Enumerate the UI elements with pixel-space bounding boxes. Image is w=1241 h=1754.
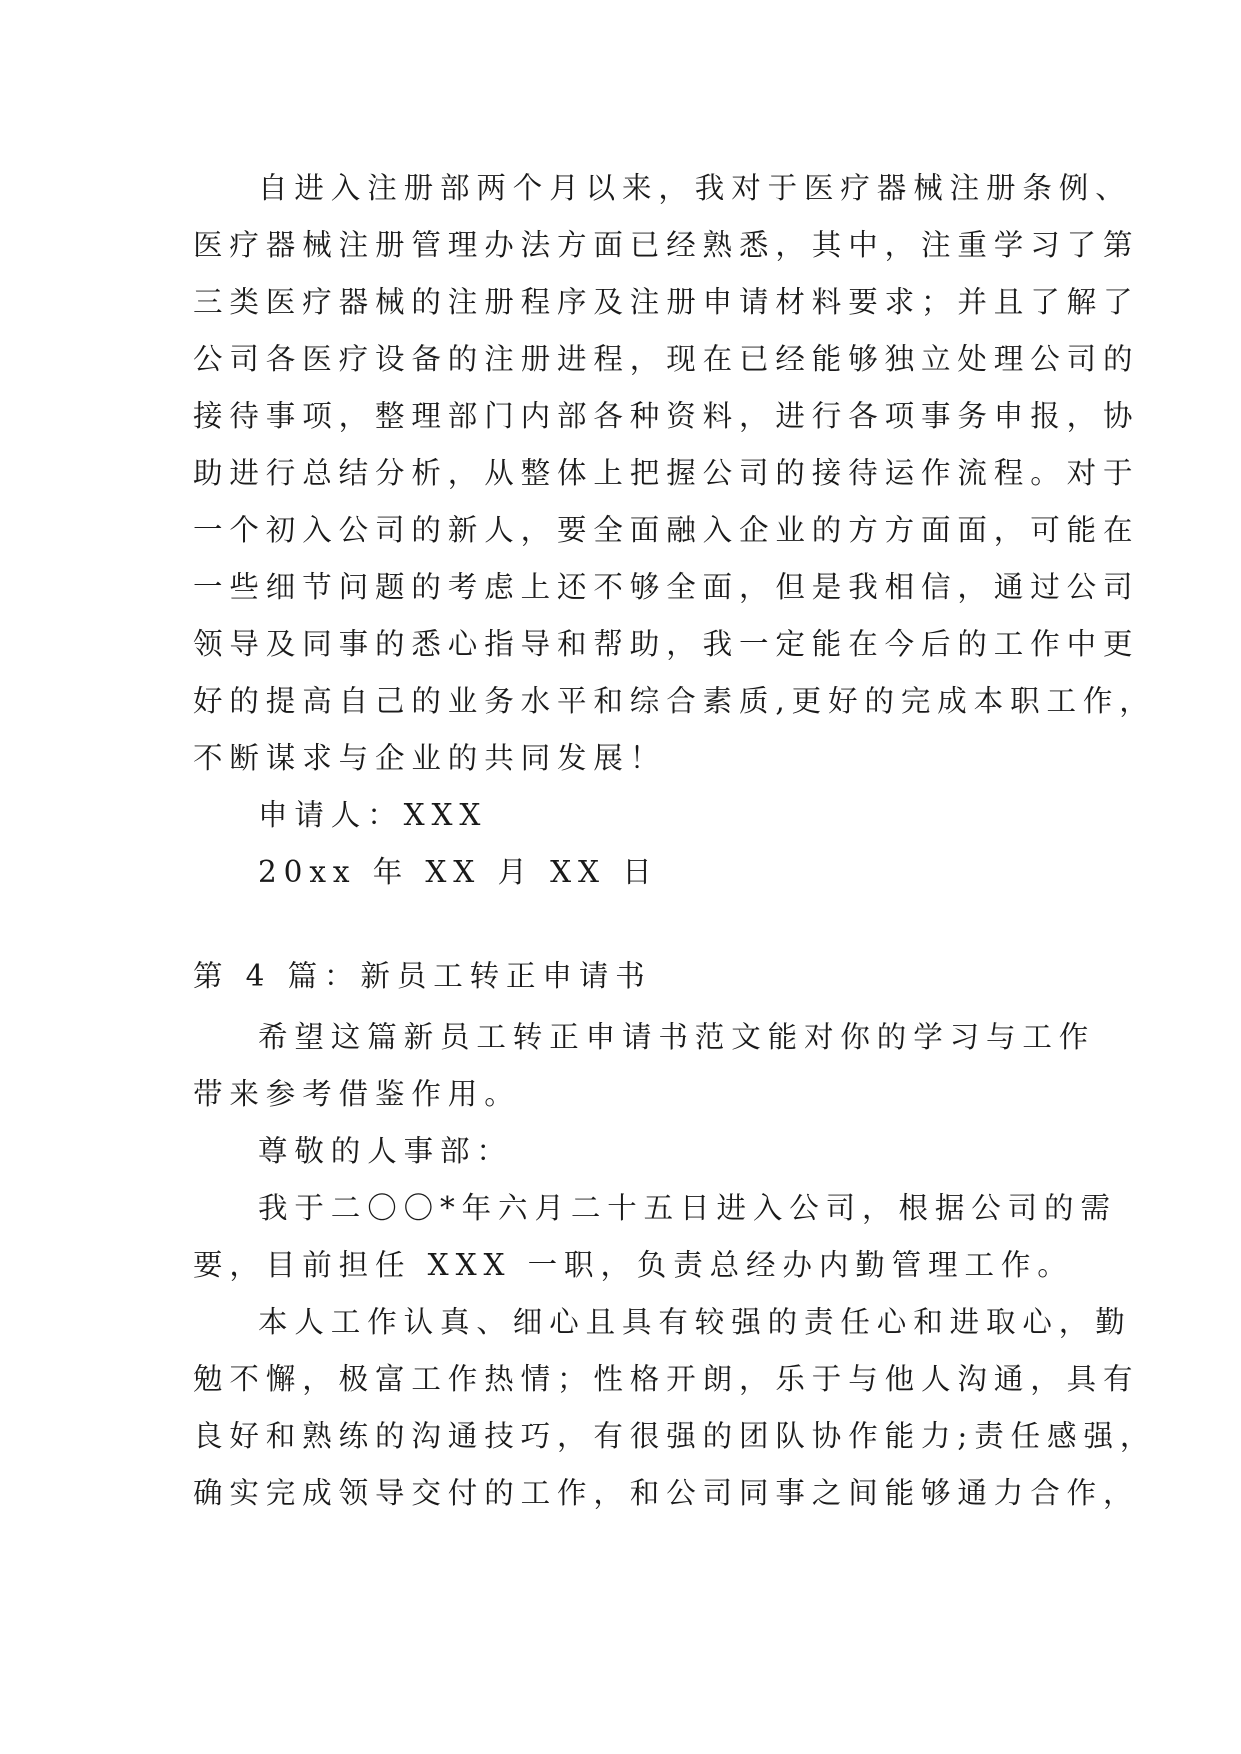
paragraph-line: 要，目前担任 XXX 一职，负责总经办内勤管理工作。 (193, 1248, 1074, 1282)
paragraph-line: 领导及同事的悉心指导和帮助，我一定能在今后的工作中更 (193, 627, 1140, 661)
applicant-signature: 申请人：XXX (258, 798, 488, 832)
paragraph-line: 确实完成领导交付的工作，和公司同事之间能够通力合作， (193, 1476, 1140, 1510)
paragraph-line: 接待事项，整理部门内部各种资料，进行各项事务申报，协 (193, 399, 1140, 433)
paragraph-line: 不断谋求与企业的共同发展！ (193, 741, 667, 775)
paragraph-line: 良好和熟练的沟通技巧，有很强的团队协作能力;责任感强， (193, 1419, 1157, 1453)
paragraph-line: 助进行总结分析，从整体上把握公司的接待运作流程。对于 (193, 456, 1140, 490)
paragraph-line: 好的提高自己的业务水平和综合素质,更好的完成本职工作， (193, 684, 1156, 718)
paragraph-line: 我于二〇〇*年六月二十五日进入公司，根据公司的需 (258, 1191, 1117, 1225)
paragraph-line: 自进入注册部两个月以来，我对于医疗器械注册条例、 (258, 171, 1132, 205)
paragraph-line: 勉不懈，极富工作热情；性格开朗，乐于与他人沟通，具有 (193, 1362, 1140, 1396)
paragraph-line: 本人工作认真、细心且具有较强的责任心和进取心，勤 (258, 1305, 1132, 1339)
salutation: 尊敬的人事部： (258, 1134, 513, 1168)
intro-line: 希望这篇新员工转正申请书范文能对你的学习与工作 (258, 1020, 1096, 1054)
paragraph-line: 一些细节问题的考虑上还不够全面，但是我相信，通过公司 (193, 570, 1140, 604)
paragraph-line: 三类医疗器械的注册程序及注册申请材料要求；并且了解了 (193, 285, 1140, 319)
paragraph-line: 公司各医疗设备的注册进程，现在已经能够独立处理公司的 (193, 342, 1140, 376)
intro-line: 带来参考借鉴作用。 (193, 1077, 521, 1111)
section-title: 第 4 篇：新员工转正申请书 (193, 959, 652, 993)
paragraph-line: 医疗器械注册管理办法方面已经熟悉，其中，注重学习了第 (193, 228, 1140, 262)
paragraph-line: 一个初入公司的新人，要全面融入企业的方方面面，可能在 (193, 513, 1140, 547)
signature-date: 20xx 年 XX 月 XX 日 (258, 855, 659, 889)
